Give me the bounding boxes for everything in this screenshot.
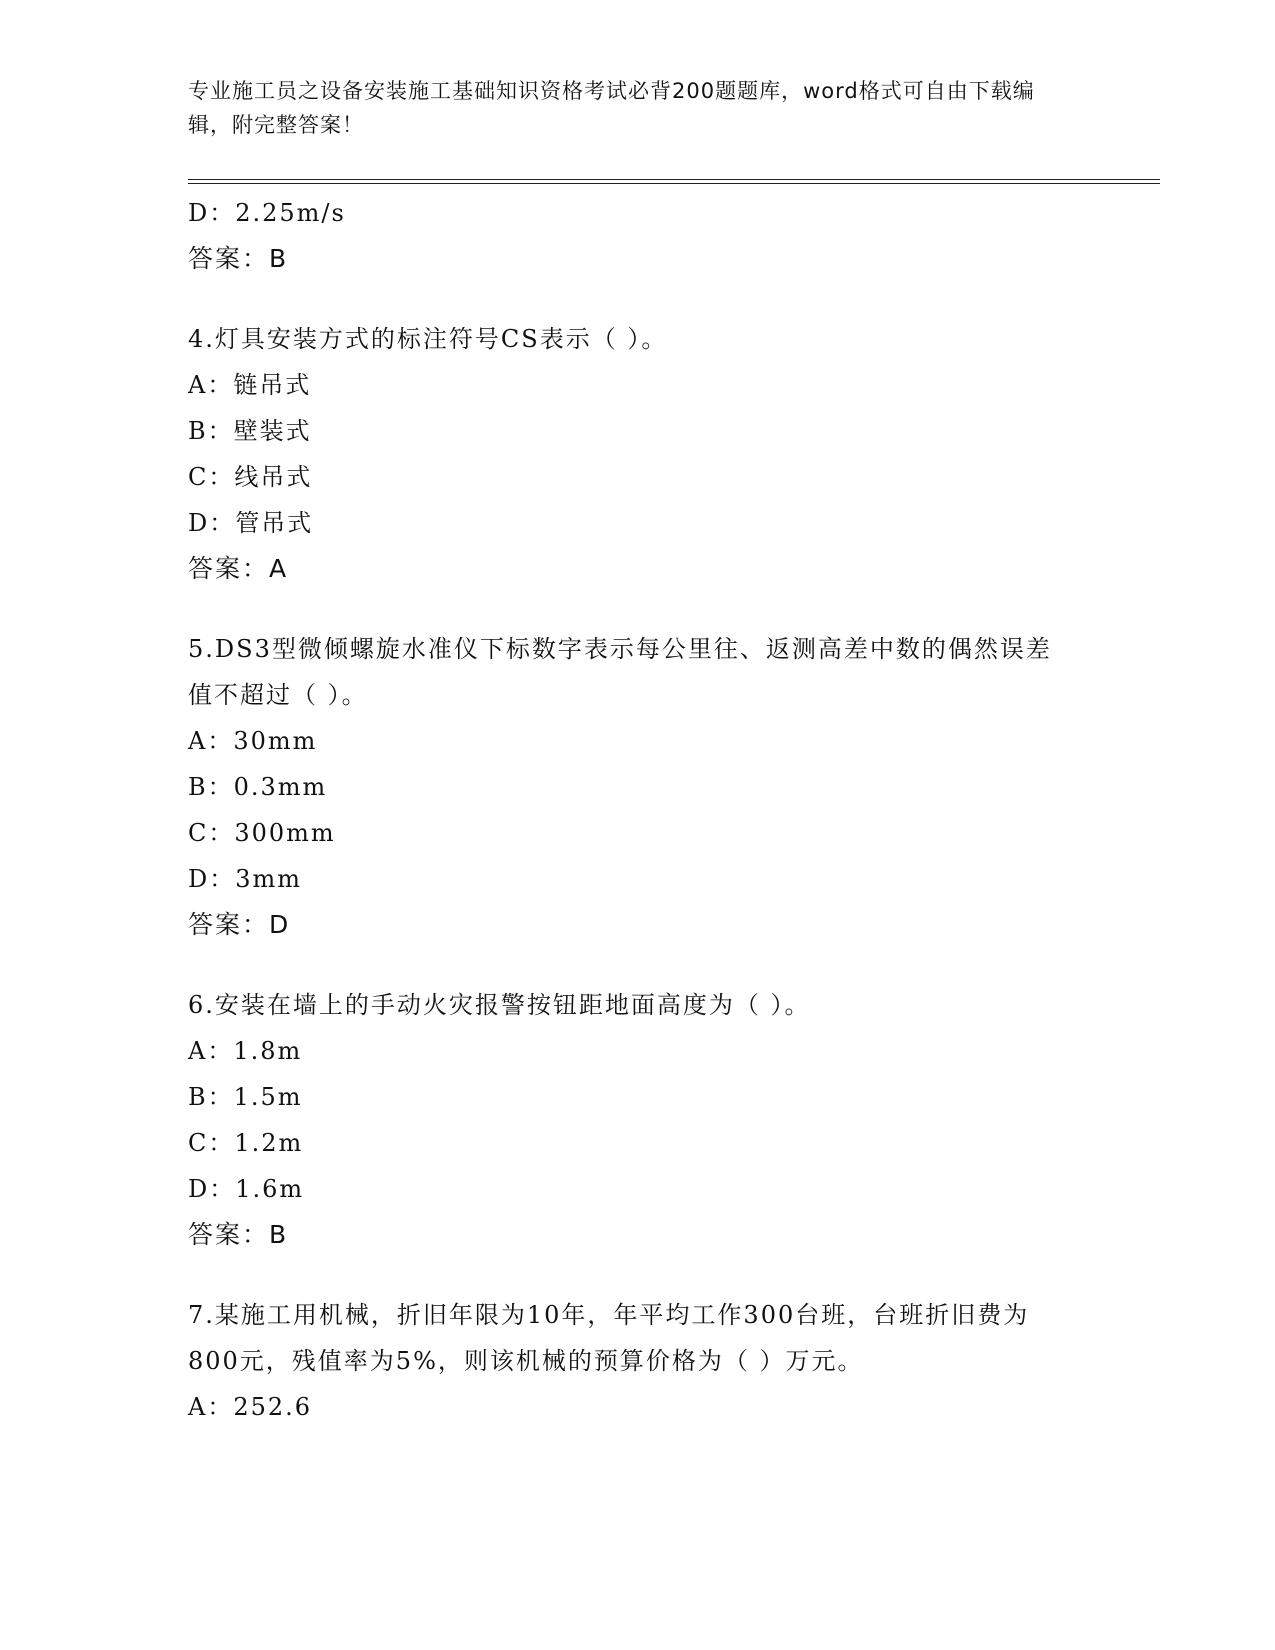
question-block	[188, 626, 1088, 948]
question-text: 7.某施工用机械，折旧年限为10年，年平均工作300台班，台班折旧费为800元，残值率为5%，则该机械的预算价格为（ ）万元。	[188, 1301, 1030, 1375]
option-a: A：252.6	[188, 1393, 313, 1421]
option-c: C：线吊式	[188, 463, 313, 491]
option-d: D：管吊式	[188, 509, 314, 537]
option-a: A：30mm	[188, 727, 318, 755]
question-text: 6.安装在墙上的手动火灾报警按钮距地面高度为（ ）。	[188, 991, 811, 1019]
option-b: B：壁装式	[188, 417, 312, 445]
answer: 答案：D	[188, 910, 291, 939]
document-body	[188, 190, 1088, 1430]
question-text: 4.灯具安装方式的标注符号CS表示（ ）。	[188, 325, 668, 353]
question-block	[188, 982, 1088, 1258]
header-rule-top	[188, 179, 1160, 180]
option-b: B：1.5m	[188, 1083, 303, 1111]
option-d: D：1.6m	[188, 1175, 305, 1203]
question-block	[188, 316, 1088, 592]
option-c: C：300mm	[188, 819, 336, 847]
option-a: A：链吊式	[188, 371, 312, 399]
question-block	[188, 1292, 1088, 1430]
option-b: B：0.3mm	[188, 773, 328, 801]
prev-answer: 答案：B	[188, 244, 289, 273]
header-rule-bottom	[188, 183, 1160, 184]
page-header: 专业施工员之设备安装施工基础知识资格考试必背200题题库，word格式可自由下载编辑，附完整答案！	[188, 79, 1035, 137]
option-d: D：3mm	[188, 865, 303, 893]
option-a: A：1.8m	[188, 1037, 303, 1065]
answer: 答案：B	[188, 1220, 289, 1249]
question-text: 5.DS3型微倾螺旋水准仪下标数字表示每公里往、返测高差中数的偶然误差值不超过（ ）。	[188, 635, 1052, 709]
prev-option-d: D：2.25m/s	[188, 199, 346, 227]
answer: 答案：A	[188, 554, 289, 583]
option-c: C：1.2m	[188, 1129, 304, 1157]
